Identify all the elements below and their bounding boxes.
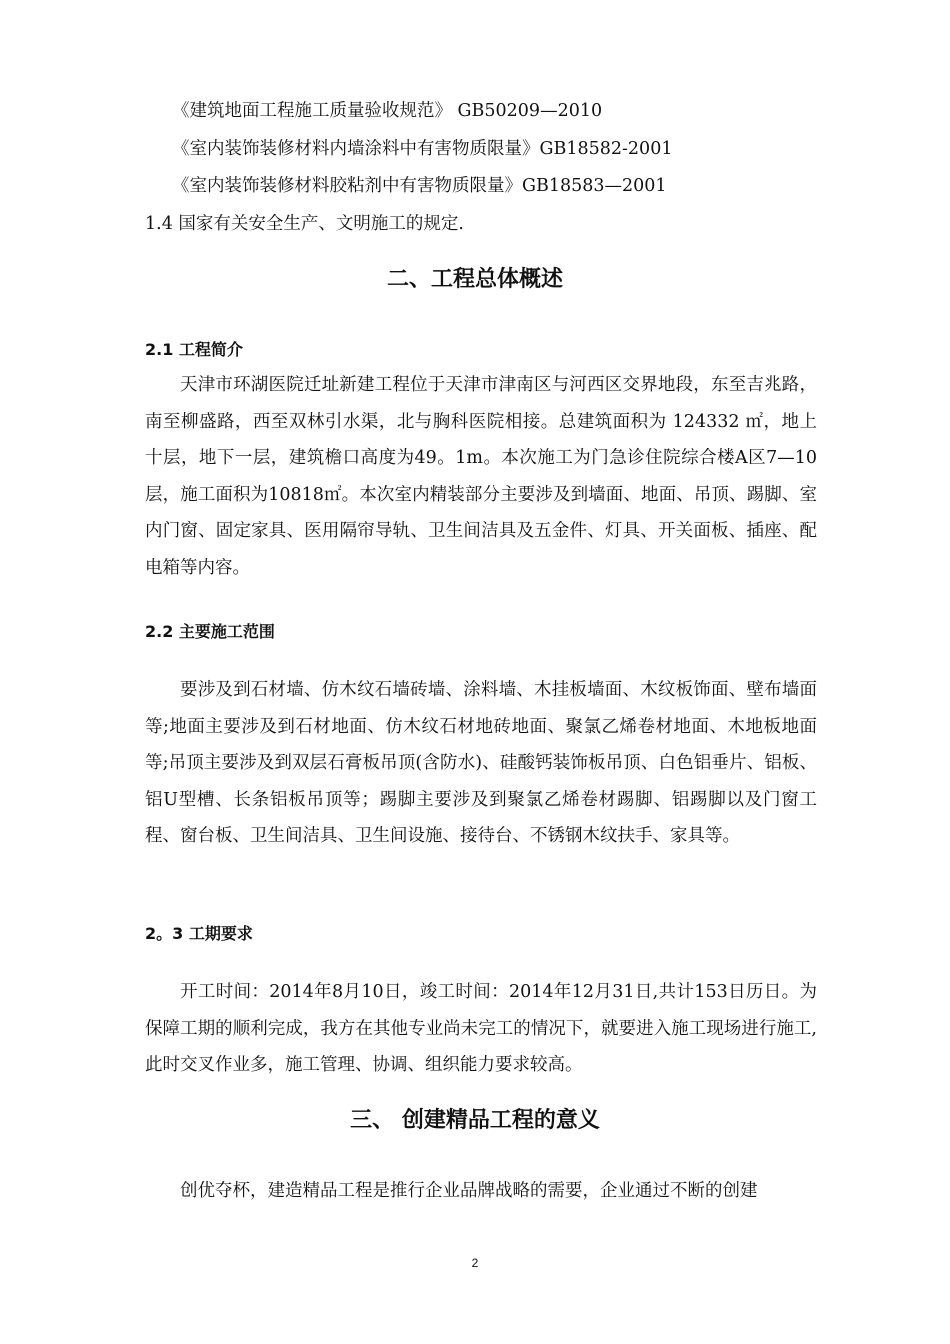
standard-gb18583: 《室内装饰装修材料胶粘剂中有害物质限量》GB18583—2001 [172, 176, 667, 196]
item-1-4: 1.4 国家有关安全生产、文明施工的规定. [145, 214, 464, 234]
standard-gb18582: 《室内装饰装修材料内墙涂料中有害物质限量》GB18582-2001 [172, 139, 673, 159]
section-2-1-heading: 2.1 工程简介 [145, 340, 243, 359]
section-2-title: 二、工程总体概述 [386, 267, 563, 292]
section-2-2-heading: 2.2 主要施工范围 [145, 622, 275, 641]
section-3-paragraph: 创优夺杯，建造精品工程是推行企业品牌战略的需要，企业通过不断的创建 [180, 1181, 758, 1201]
section-2-3-heading: 2。3 工期要求 [145, 924, 253, 943]
section-2-3-paragraph: 开工时间：2014年8月10日，竣工时间：2014年12月31日,共计153日历日。为保障工期的顺利完成，我方在其他专业尚未完工的情况下，就要进入施工现场进行施工,此时交叉作业多，施工管理、协调、组织能力要求较高。 [145, 982, 817, 1075]
page-number: 2 [471, 1256, 479, 1270]
section-2-2-paragraph: 要涉及到石材墙、仿木纹石墙砖墙、涂料墙、木挂板墙面、木纹板饰面、壁布墙面等;地面主要涉及到石材地面、仿木纹石材地砖地面、聚氯乙烯卷材地面、木地板地面等;吊顶主要涉及到双层石膏板吊顶(含防水)、硅酸钙装饰板吊顶、白色铝垂片、铝板、铝U型槽、长条铝板吊顶等；踢脚主要涉及到聚氯乙烯卷材踢脚、铝踢脚以及门窗工程、窗台板、卫生间洁具、卫生间设施、接待台、不锈钢木纹扶手、家具等。 [145, 680, 817, 846]
section-2-1-paragraph: 天津市环湖医院迁址新建工程位于天津市津南区与河西区交界地段，东至吉兆路，南至柳盛路，西至双林引水渠，北与胸科医院相接。总建筑面积为 124332 ㎡，地上十层，地下一层，建筑檐口高度为49。1m。本次施工为门急诊住院综合楼A区7—10层，施工面积为10818㎡。本次室内精装部分主要涉及到墙面、地面、吊顶、踢脚、室内门窗、固定家具、医用隔帘导轨、卫生间洁具及五金件、灯具、开关面板、插座、配电箱等内容。 [145, 375, 817, 578]
section-3-title: 三、 创建精品工程的意义 [350, 1108, 600, 1133]
standard-gb50209: 《建筑地面工程施工质量验收规范》 GB50209—2010 [172, 101, 603, 121]
